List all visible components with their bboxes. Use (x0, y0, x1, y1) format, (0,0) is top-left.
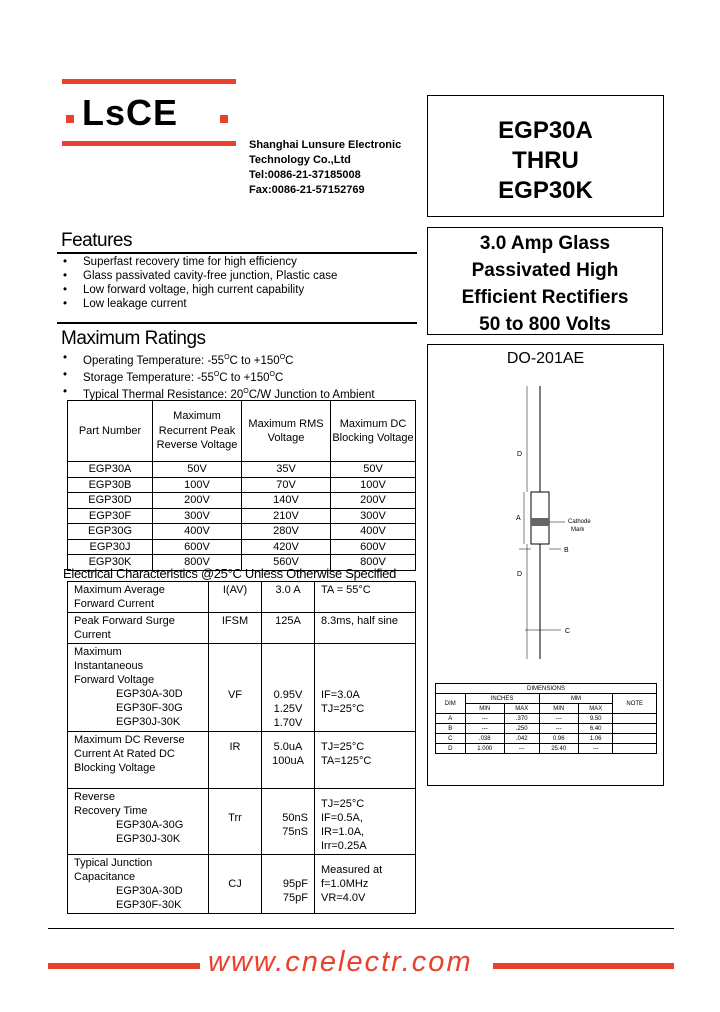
logo-bottom-bar (62, 141, 236, 146)
table-row (68, 524, 416, 540)
logo-dot-left (66, 115, 74, 123)
param-cell: Maximum DC Reverse Current At Rated DC Blocking Voltage (68, 732, 209, 789)
table-row (68, 582, 416, 613)
value-cell: 5.0uA 100uA (262, 732, 315, 789)
table-row: D 1.000 --- 25.40 --- (436, 744, 657, 754)
condition-cell: TA = 55°C (315, 582, 416, 613)
cell: EGP30G (68, 524, 153, 540)
footer-red-line-right (493, 963, 674, 969)
dim-label-d-bottom: D (517, 571, 523, 578)
cell: 300V (331, 508, 416, 524)
cell: 100V (153, 477, 242, 493)
cell: 400V (153, 524, 242, 540)
cell: EGP30J (68, 539, 153, 555)
max-ratings-list (63, 351, 375, 401)
cell: 600V (331, 539, 416, 555)
cell: 35V (242, 462, 331, 478)
symbol-cell: CJ (209, 855, 262, 914)
dimensions-title: DIMENSIONS (436, 684, 657, 694)
cell: 210V (242, 508, 331, 524)
param-cell: Maximum Average Forward Current (68, 582, 209, 613)
electrical-table (67, 581, 416, 914)
value-cell: 0.95V 1.25V 1.70V (262, 644, 315, 732)
symbol-cell: I(AV) (209, 582, 262, 613)
table-row: C .038 .042 0.96 1.06 (436, 734, 657, 744)
cathode-label-1: Cathode (568, 519, 591, 525)
table-row (68, 855, 416, 914)
part-title-line2: THRU (512, 147, 579, 174)
footer-red-line-left (48, 963, 200, 969)
cathode-label-2: Mark (571, 527, 585, 533)
table-row (68, 732, 416, 789)
cell: EGP30A (68, 462, 153, 478)
condition-cell: TJ=25°C IF=0.5A, IR=1.0A, Irr=0.25A (315, 789, 416, 855)
cell: 140V (242, 493, 331, 509)
part-title-box (427, 95, 664, 217)
company-logo: LsCE (82, 92, 179, 133)
package-name: DO-201AE (506, 350, 585, 367)
company-name-line2: Technology Co.,Ltd (249, 154, 351, 166)
table-row (68, 789, 416, 855)
value-cell: 125A (262, 613, 315, 644)
cell: 800V (153, 555, 242, 571)
cell: 200V (153, 493, 242, 509)
symbol-cell: VF (209, 644, 262, 732)
cell: EGP30F (68, 508, 153, 524)
dim-header: DIM (436, 694, 466, 714)
cell: 400V (331, 524, 416, 540)
max-header: MAX (578, 704, 613, 714)
cell: 200V (331, 493, 416, 509)
param-cell: Maximum Instantaneous Forward Voltage EGP30A-30D EGP30F-30G EGP30J-30K (68, 644, 209, 732)
max-ratings-rule (57, 322, 417, 324)
table-row (68, 613, 416, 644)
max-ratings-table (67, 400, 416, 571)
condition-cell: TJ=25°C TA=125°C (315, 732, 416, 789)
dim-label-d-top: D (517, 451, 523, 458)
cell: EGP30K (68, 555, 153, 571)
table-row: B --- .250 --- 6.40 (436, 724, 657, 734)
cell: 600V (153, 539, 242, 555)
param-cell: Typical Junction Capacitance EGP30A-30D EGP30F-30K (68, 855, 209, 914)
cell: EGP30B (68, 477, 153, 493)
mm-header: MM (539, 694, 613, 704)
logo-top-bar (62, 79, 236, 84)
part-title-line1: EGP30A (498, 117, 593, 144)
description-line3: Efficient Rectifiers (461, 287, 629, 308)
electrical-heading: Electrical Characteristics @25°C Unless Otherwise Specified (63, 566, 397, 581)
symbol-cell: IR (209, 732, 262, 789)
rating-item: • Typical Thermal Resistance: $20^OC/W$ Junction to Ambient (63, 385, 375, 402)
features-list (63, 255, 337, 311)
max-header: MAX (504, 704, 539, 714)
cell: 300V (153, 508, 242, 524)
param-cell: Peak Forward Surge Current (68, 613, 209, 644)
description-line2: Passivated High (471, 260, 619, 281)
max-ratings-heading: Maximum Ratings (61, 328, 206, 349)
table-row (68, 462, 416, 478)
inches-header: INCHES (465, 694, 539, 704)
table-row (68, 508, 416, 524)
cell: 280V (242, 524, 331, 540)
condition-cell: IF=3.0A TJ=25°C (315, 644, 416, 732)
col-header-vrrm: Maximum Recurrent Peak Reverse Voltage (153, 401, 242, 462)
table-row (68, 493, 416, 509)
company-info (249, 138, 401, 198)
cathode-band (531, 518, 549, 526)
rating-item: • Storage Temperature: $-55^OC$ to $+150^OC$ (63, 368, 375, 385)
company-tel: Tel:0086-21-37185008 (249, 169, 361, 181)
note-header: NOTE (613, 694, 657, 714)
dimensions-table (435, 683, 657, 754)
logo-dot-right (220, 115, 228, 123)
cell: 100V (331, 477, 416, 493)
min-header: MIN (539, 704, 578, 714)
cell: 800V (331, 555, 416, 571)
part-title-line3: EGP30K (498, 177, 593, 204)
cell: 50V (153, 462, 242, 478)
dim-label-a: A (516, 515, 521, 522)
condition-cell: 8.3ms, half sine (315, 613, 416, 644)
website-link[interactable]: www.cnelectr.com (208, 946, 473, 978)
condition-cell: Measured at f=1.0MHz VR=4.0V (315, 855, 416, 914)
value-cell: 3.0 A (262, 582, 315, 613)
product-description-box (427, 227, 663, 335)
description-line4: 50 to 800 Volts (479, 314, 611, 335)
param-cell: Reverse Recovery Time EGP30A-30G EGP30J-30K (68, 789, 209, 855)
dim-label-b: B (564, 547, 569, 554)
description-line1: 3.0 Amp Glass (479, 233, 611, 254)
table-row (68, 539, 416, 555)
cell: 420V (242, 539, 331, 555)
features-heading: Features (61, 230, 132, 251)
feature-item: • Low forward voltage, high current capability (63, 283, 337, 297)
footer-rule (48, 928, 674, 929)
cell: 70V (242, 477, 331, 493)
feature-item: • Low leakage current (63, 297, 337, 311)
col-header-vrms: Maximum RMS Voltage (242, 401, 331, 462)
symbol-cell: Trr (209, 789, 262, 855)
table-row (68, 477, 416, 493)
features-rule (57, 252, 417, 254)
rating-item: • Operating Temperature: $-55^OC$ to $+150^OC$ (63, 351, 375, 368)
company-name-line1: Shanghai Lunsure Electronic (249, 139, 402, 151)
cell: 560V (242, 555, 331, 571)
col-header-vdc: Maximum DC Blocking Voltage (331, 401, 416, 462)
feature-item: • Glass passivated cavity-free junction, Plastic case (63, 269, 337, 283)
table-row: A --- .370 --- 9.50 (436, 714, 657, 724)
company-fax: Fax:0086-21-57152769 (249, 184, 365, 196)
feature-item: • Superfast recovery time for high efficiency (63, 255, 337, 269)
dim-label-c: C (565, 628, 571, 635)
value-cell: 50nS 75nS (262, 789, 315, 855)
table-row (68, 644, 416, 732)
cell: 50V (331, 462, 416, 478)
cell: EGP30D (68, 493, 153, 509)
min-header: MIN (465, 704, 504, 714)
symbol-cell: IFSM (209, 613, 262, 644)
col-header-part: Part Number (68, 401, 153, 462)
value-cell: 95pF 75pF (262, 855, 315, 914)
